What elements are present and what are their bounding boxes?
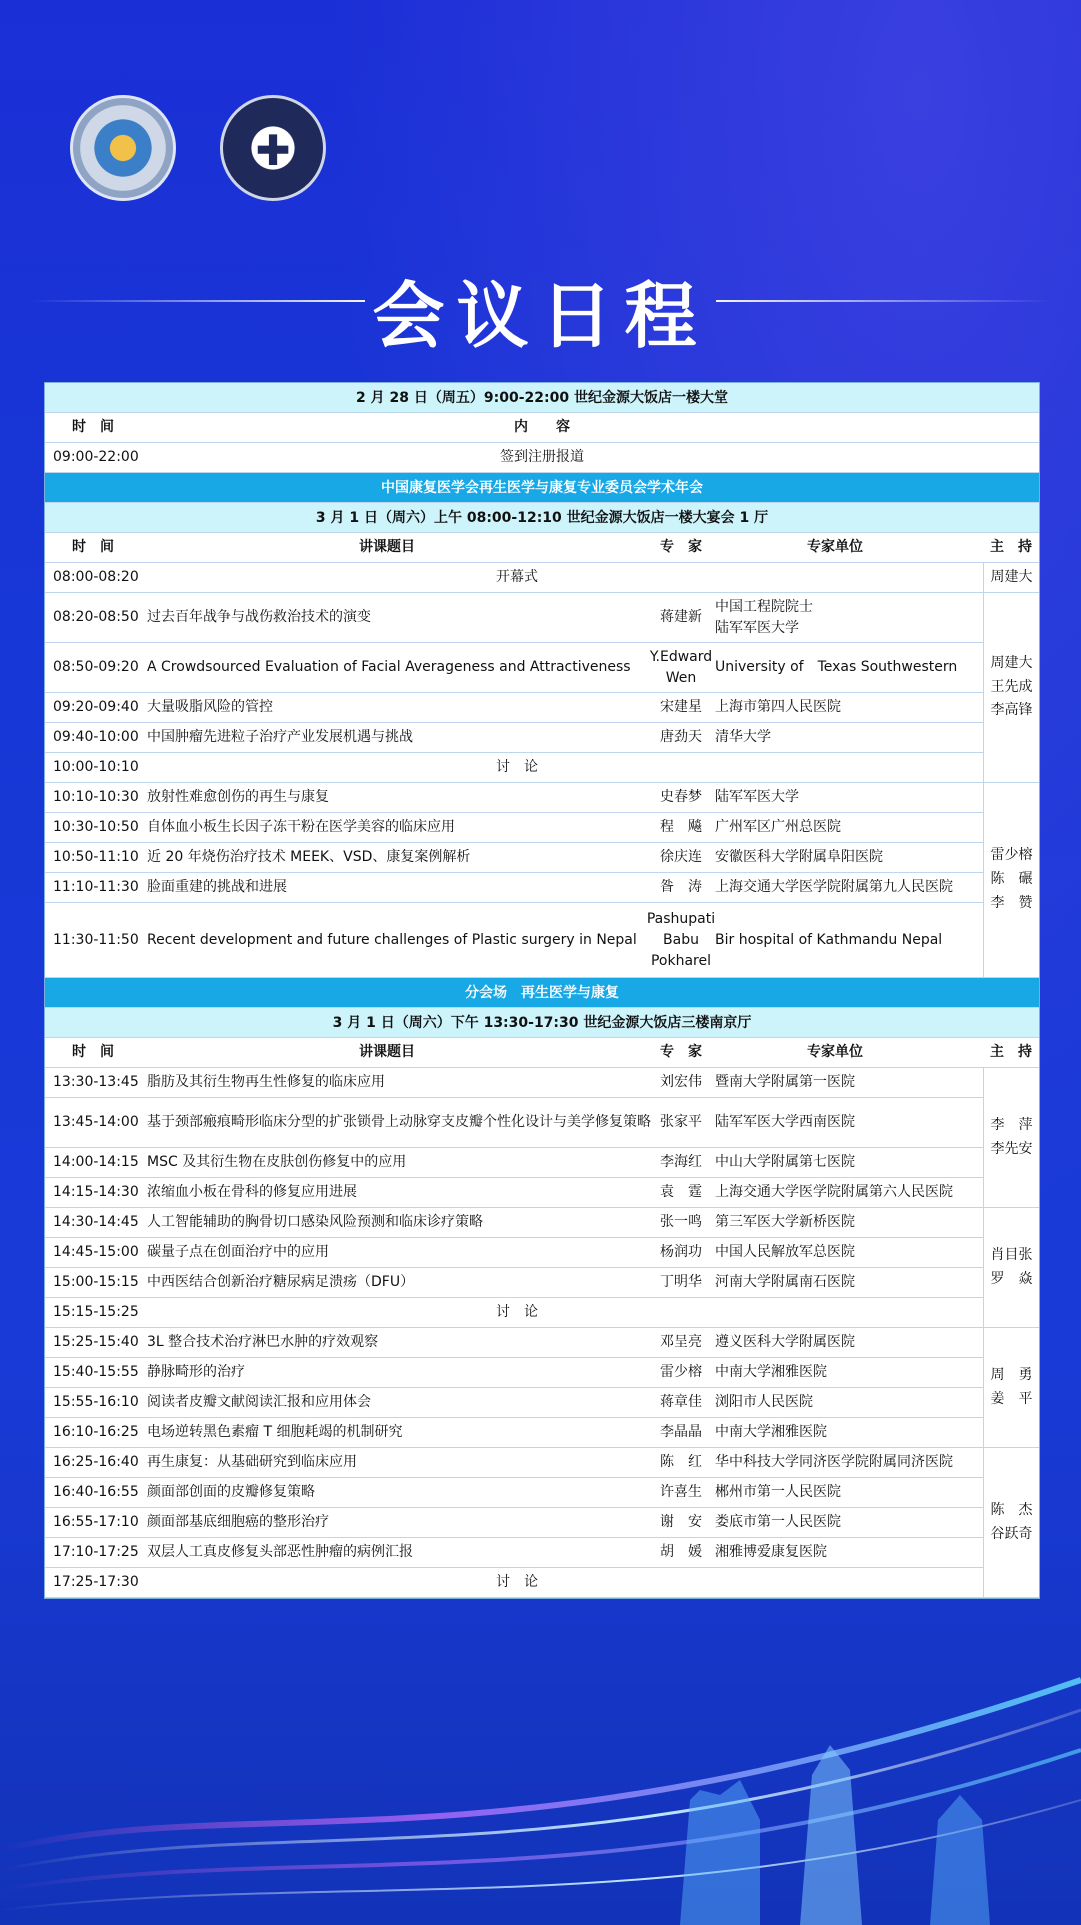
- row-expert: 陈 红: [660, 1454, 702, 1470]
- main-session-date-banner: 3 月 1 日（周六）上午 08:00-12:10 世纪金源大饭店一楼大宴会 1 厅: [45, 503, 1039, 533]
- row-topic: 颜面部创面的皮瓣修复策略: [147, 1484, 315, 1500]
- schedule-row: [45, 1328, 983, 1358]
- row-org: University of Texas Southwestern: [715, 659, 958, 675]
- row-topic: Recent development and future challenges of Plastic surgery in Nepal: [147, 931, 637, 948]
- row-expert: 杨润功: [660, 1244, 702, 1260]
- schedule-row: [45, 1358, 983, 1388]
- row-topic: 电场逆转黑色素瘤 T 细胞耗竭的机制研究: [147, 1424, 403, 1440]
- row-time: 11:30-11:50: [53, 931, 139, 948]
- row-expert: 邓呈亮: [660, 1334, 702, 1350]
- row-time: 15:25-15:40: [53, 1334, 139, 1350]
- society-logo-icon: [70, 95, 176, 201]
- row-topic: 大量吸脂风险的管控: [147, 699, 273, 715]
- row-org: 安徽医科大学附属阜阳医院: [715, 849, 883, 865]
- row-time: 10:00-10:10: [53, 759, 139, 775]
- discussion-row: [45, 1298, 983, 1328]
- row-topic: 自体血小板生长因子冻干粉在医学美容的临床应用: [147, 819, 455, 835]
- day1-header-row: [45, 413, 1039, 443]
- row-label: 开幕式: [496, 569, 538, 585]
- host-cell: 李 萍 李先安: [983, 1068, 1039, 1208]
- schedule-row: [45, 1478, 983, 1508]
- header-org: 专家单位: [807, 1044, 863, 1060]
- row-expert: 袁 霆: [660, 1184, 702, 1200]
- schedule-row: [45, 1388, 983, 1418]
- row-org: 清华大学: [715, 729, 771, 745]
- row-time: 10:10-10:30: [53, 789, 139, 805]
- row-topic: 过去百年战争与战伤救治技术的演变: [147, 609, 371, 625]
- hospital-logo-icon: [220, 95, 326, 201]
- row-expert: 张一鸣: [660, 1214, 702, 1230]
- row-time: 14:00-14:15: [53, 1154, 139, 1170]
- schedule-row: [45, 843, 983, 873]
- schedule-row: [45, 1268, 983, 1298]
- row-expert: 丁明华: [660, 1274, 702, 1290]
- row-time: 13:45-14:00: [53, 1114, 139, 1130]
- row-label: 讨 论: [496, 759, 538, 775]
- row-topic: 放射性难愈创伤的再生与康复: [147, 789, 329, 805]
- host-cell: 周建大: [983, 563, 1039, 593]
- header-expert: 专 家: [660, 1044, 702, 1060]
- header-time: 时 间: [72, 539, 114, 555]
- row-expert: 雷少榕: [660, 1364, 702, 1380]
- row-topic: 近 20 年烧伤治疗技术 MEEK、VSD、康复案例解析: [147, 849, 471, 865]
- row-time: 14:30-14:45: [53, 1214, 139, 1230]
- row-time: 11:10-11:30: [53, 879, 139, 895]
- row-org: 上海市第四人民医院: [715, 699, 841, 715]
- row-time: 16:40-16:55: [53, 1484, 139, 1500]
- header-host: 主 持: [990, 1044, 1032, 1060]
- row-expert: 昝 涛: [660, 879, 702, 895]
- s2-header-row: [45, 533, 1039, 563]
- schedule-row: [45, 1508, 983, 1538]
- schedule-row: [45, 593, 983, 643]
- schedule-row: [45, 643, 983, 693]
- schedule-row: [45, 723, 983, 753]
- schedule-row: [45, 873, 983, 903]
- row-expert: Y.Edward Wen: [649, 648, 713, 686]
- row-time: 16:25-16:40: [53, 1454, 139, 1470]
- day1-row: [45, 443, 1039, 473]
- row-time: 15:00-15:15: [53, 1274, 139, 1290]
- row-org: 华中科技大学同济医学院附属同济医院: [715, 1454, 953, 1470]
- row-time: 09:20-09:40: [53, 699, 139, 715]
- row-org: 中国人民解放军总医院: [715, 1244, 855, 1260]
- header-time: 时 间: [72, 1044, 114, 1060]
- row-time: 10:50-11:10: [53, 849, 139, 865]
- host-cell: 陈 杰 谷跃奇: [983, 1448, 1039, 1598]
- row-org: 第三军医大学新桥医院: [715, 1214, 855, 1230]
- row-expert: 谢 安: [660, 1514, 702, 1530]
- row-time: 13:30-13:45: [53, 1074, 139, 1090]
- row-time: 17:10-17:25: [53, 1544, 139, 1560]
- row-org: 河南大学附属南石医院: [715, 1274, 855, 1290]
- row-topic: 中西医结合创新治疗糖尿病足溃疡（DFU）: [147, 1274, 415, 1290]
- row-org: 广州军区广州总医院: [715, 819, 841, 835]
- row-org: 上海交通大学医学院附属第九人民医院: [715, 879, 953, 895]
- schedule-row: [45, 1418, 983, 1448]
- schedule-table: [44, 382, 1040, 1599]
- row-topic: 脂肪及其衍生物再生性修复的临床应用: [147, 1074, 385, 1090]
- row-time: 09:40-10:00: [53, 729, 139, 745]
- header-expert: 专 家: [660, 539, 702, 555]
- row-expert: 蒋章佳: [660, 1394, 702, 1410]
- discussion-row: [45, 753, 983, 783]
- sub-session-body: [45, 1038, 1039, 1598]
- schedule-row: [45, 783, 983, 813]
- row-topic: 人工智能辅助的胸骨切口感染风险预测和临床诊疗策略: [147, 1214, 483, 1230]
- schedule-row: [45, 1148, 983, 1178]
- row-expert: 胡 媛: [660, 1544, 702, 1560]
- header-topic: 讲课题目: [359, 539, 415, 555]
- header-topic: 讲课题目: [359, 1044, 415, 1060]
- row-expert: 徐庆连: [660, 849, 702, 865]
- row-org: 中国工程院院士 陆军军医大学: [715, 598, 813, 636]
- row-topic: 再生康复：从基础研究到临床应用: [147, 1454, 357, 1470]
- row-expert: Pashupati Babu Pokharel: [646, 910, 716, 969]
- sub-session-banner: 分会场 再生医学与康复: [45, 978, 1039, 1008]
- schedule-row: [45, 1098, 983, 1148]
- row-org: 娄底市第一人民医院: [715, 1514, 841, 1530]
- row-org: 郴州市第一人民医院: [715, 1484, 841, 1500]
- row-time: 08:00-08:20: [53, 569, 139, 585]
- sub-session-date-banner: 3 月 1 日（周六）下午 13:30-17:30 世纪金源大饭店三楼南京厅: [45, 1008, 1039, 1038]
- schedule-row: [45, 1238, 983, 1268]
- row-time: 09:00-22:00: [53, 449, 139, 465]
- row-topic: 静脉畸形的治疗: [147, 1364, 245, 1380]
- row-topic: MSC 及其衍生物在皮肤创伤修复中的应用: [147, 1154, 407, 1170]
- schedule-row: [45, 1538, 983, 1568]
- row-org: 中南大学湘雅医院: [715, 1424, 827, 1440]
- row-time: 15:15-15:25: [53, 1304, 139, 1320]
- host-cell: 周 勇 姜 平: [983, 1328, 1039, 1448]
- row-org: 暨南大学附属第一医院: [715, 1074, 855, 1090]
- row-topic: 双层人工真皮修复头部恶性肿瘤的病例汇报: [147, 1544, 413, 1560]
- row-content: 签到注册报道: [500, 449, 584, 465]
- row-org: 上海交通大学医学院附属第六人民医院: [715, 1184, 953, 1200]
- main-session-banner: 中国康复医学会再生医学与康复专业委员会学术年会: [45, 473, 1039, 503]
- row-time: 10:30-10:50: [53, 819, 139, 835]
- row-topic: 浓缩血小板在骨科的修复应用进展: [147, 1184, 357, 1200]
- row-expert: 蒋建新: [660, 609, 702, 625]
- row-expert: 刘宏伟: [660, 1074, 702, 1090]
- s3-header-row: [45, 1038, 1039, 1068]
- row-topic: 脸面重建的挑战和进展: [147, 879, 287, 895]
- row-topic: 颜面部基底细胞癌的整形治疗: [147, 1514, 329, 1530]
- row-time: 14:45-15:00: [53, 1244, 139, 1260]
- row-org: 浏阳市人民医院: [715, 1394, 813, 1410]
- row-expert: 李晶晶: [660, 1424, 702, 1440]
- row-expert: 张家平: [660, 1114, 702, 1130]
- header-time: 时 间: [72, 419, 114, 435]
- schedule-row: [45, 813, 983, 843]
- row-topic: 中国肿瘤先进粒子治疗产业发展机遇与挑战: [147, 729, 413, 745]
- title-area: [0, 258, 1081, 358]
- schedule-row: [45, 1178, 983, 1208]
- discussion-row: [45, 1568, 983, 1598]
- row-expert: 李海红: [660, 1154, 702, 1170]
- row-time: 08:50-09:20: [53, 659, 139, 675]
- row-time: 08:20-08:50: [53, 609, 139, 625]
- row-org: 遵义医科大学附属医院: [715, 1334, 855, 1350]
- row-topic: 碳量子点在创面治疗中的应用: [147, 1244, 329, 1260]
- host-cell: 肖目张 罗 焱: [983, 1208, 1039, 1328]
- row-expert: 许喜生: [660, 1484, 702, 1500]
- row-org: 湘雅博爱康复医院: [715, 1544, 827, 1560]
- row-org: Bir hospital of Kathmandu Nepal: [715, 931, 943, 948]
- row-topic: 基于颈部瘢痕畸形临床分型的扩张锁骨上动脉穿支皮瓣个性化设计与美学修复策略: [147, 1114, 651, 1130]
- header-org: 专家单位: [807, 539, 863, 555]
- row-time: 15:40-15:55: [53, 1364, 139, 1380]
- row-org: 陆军军医大学: [715, 789, 799, 805]
- schedule-row: [45, 1448, 983, 1478]
- row-expert: 唐劲天: [660, 729, 702, 745]
- discussion-row: [45, 563, 983, 593]
- row-label: 讨 论: [496, 1574, 538, 1590]
- row-org: 中南大学湘雅医院: [715, 1364, 827, 1380]
- row-topic: 3L 整合技术治疗淋巴水肿的疗效观察: [147, 1334, 379, 1350]
- row-time: 16:10-16:25: [53, 1424, 139, 1440]
- decorative-skyline-waves: [0, 1620, 1081, 1925]
- row-topic: 阅读者皮瓣文献阅读汇报和应用体会: [147, 1394, 371, 1410]
- schedule-row: [45, 903, 983, 978]
- header-content: 内 容: [514, 419, 570, 435]
- row-time: 15:55-16:10: [53, 1394, 139, 1410]
- row-expert: 宋建星: [660, 699, 702, 715]
- schedule-row: [45, 693, 983, 723]
- row-time: 16:55-17:10: [53, 1514, 139, 1530]
- row-org: 陆军军医大学西南医院: [715, 1114, 855, 1130]
- row-org: 中山大学附属第七医院: [715, 1154, 855, 1170]
- header-host: 主 持: [990, 539, 1032, 555]
- title-divider-right: [716, 300, 1051, 302]
- day1-banner: 2 月 28 日（周五）9:00-22:00 世纪金源大饭店一楼大堂: [45, 383, 1039, 413]
- row-time: 14:15-14:30: [53, 1184, 139, 1200]
- schedule-row: [45, 1208, 983, 1238]
- row-label: 讨 论: [496, 1304, 538, 1320]
- host-cell: 周建大 王先成 李高锋: [983, 593, 1039, 783]
- row-topic: A Crowdsourced Evaluation of Facial Averageness and Attractiveness: [147, 659, 631, 675]
- row-expert: 史春梦: [660, 789, 702, 805]
- schedule-row: [45, 1068, 983, 1098]
- row-time: 17:25-17:30: [53, 1574, 139, 1590]
- page-title: 会议日程: [372, 274, 709, 358]
- host-cell: 雷少榕 陈 碾 李 赞: [983, 783, 1039, 978]
- row-expert: 程 飚: [660, 819, 702, 835]
- main-session-body: [45, 533, 1039, 978]
